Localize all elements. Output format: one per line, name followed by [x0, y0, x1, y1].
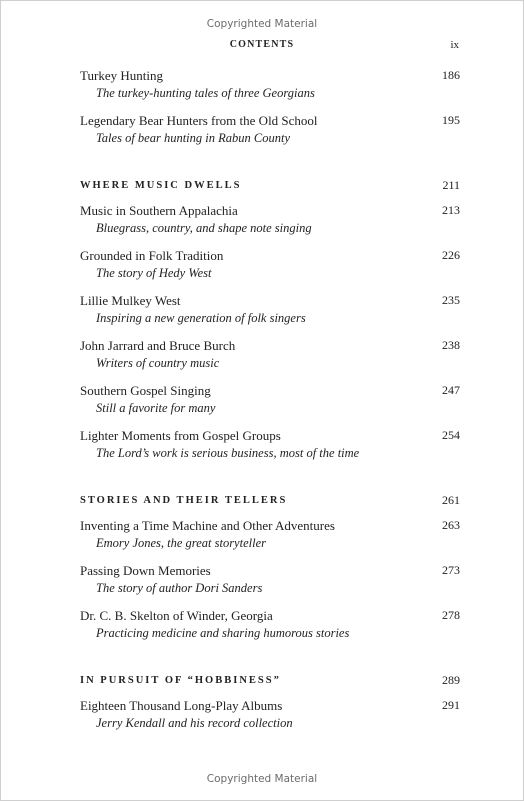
entry-page: 263 [442, 518, 460, 532]
entry-title: Inventing a Time Machine and Other Adventures [80, 518, 335, 533]
entry-subtitle: Bluegrass, country, and shape note singing [96, 221, 312, 235]
section-title: IN PURSUIT OF “HOBBINESS” [80, 675, 281, 686]
toc-section-heading [80, 672, 460, 689]
entry-title: Turkey Hunting [80, 68, 163, 83]
entry-title: Southern Gospel Singing [80, 383, 211, 398]
entry-page: 186 [442, 68, 460, 82]
running-head: CONTENTS [229, 39, 295, 50]
entry-subtitle: Writers of country music [96, 356, 220, 370]
entry-title: Grounded in Folk Tradition [80, 248, 224, 263]
entry-title: Lillie Mulkey West [80, 293, 181, 308]
entry-subtitle: Practicing medicine and sharing humorous stories [96, 626, 350, 640]
entry-title: Eighteen Thousand Long-Play Albums [80, 698, 283, 713]
entry-page: 195 [442, 113, 460, 127]
entry-title: Legendary Bear Hunters from the Old School [80, 113, 318, 128]
toc-section-heading [80, 177, 460, 194]
toc-entry [80, 247, 460, 282]
entry-page: 247 [442, 383, 460, 397]
entry-page: 273 [442, 563, 460, 577]
toc-entry [80, 67, 460, 102]
entry-subtitle: Jerry Kendall and his record collection [96, 716, 293, 730]
toc-entry [80, 112, 460, 147]
entry-subtitle: The story of Hedy West [96, 266, 212, 280]
toc-entry [80, 427, 460, 462]
entry-title: Passing Down Memories [80, 563, 211, 578]
section-title: WHERE MUSIC DWELLS [80, 180, 242, 191]
entry-subtitle: Tales of bear hunting in Rabun County [96, 131, 290, 145]
entry-page: 213 [442, 203, 460, 217]
toc-entry [80, 697, 460, 732]
entry-title: Music in Southern Appalachia [80, 203, 238, 218]
toc-entry [80, 337, 460, 372]
entry-title: John Jarrard and Bruce Burch [80, 338, 236, 353]
toc-entry [80, 202, 460, 237]
page-number: ix [450, 39, 459, 51]
section-page: 289 [442, 673, 460, 687]
section-page: 211 [442, 178, 460, 192]
entry-page: 226 [442, 248, 460, 262]
entry-page: 278 [442, 608, 460, 622]
toc-entry [80, 607, 460, 642]
entry-page: 291 [442, 698, 460, 712]
entry-page: 254 [442, 428, 460, 442]
toc-entry [80, 382, 460, 417]
toc-section-heading [80, 492, 460, 509]
copyright-watermark-top: Copyrighted Material [206, 18, 318, 30]
entry-subtitle: Still a favorite for many [96, 401, 216, 415]
toc-entry [80, 292, 460, 327]
entry-subtitle: The story of author Dori Sanders [96, 581, 263, 595]
entry-title: Dr. C. B. Skelton of Winder, Georgia [80, 608, 273, 623]
entry-page: 238 [442, 338, 460, 352]
entry-subtitle: The turkey-hunting tales of three Georgians [96, 86, 315, 100]
section-page: 261 [442, 493, 460, 507]
entry-subtitle: The Lord’s work is serious business, most of the time [96, 446, 360, 460]
section-title: STORIES AND THEIR TELLERS [80, 495, 288, 506]
toc-entry [80, 562, 460, 597]
entry-title: Lighter Moments from Gospel Groups [80, 428, 281, 443]
entry-subtitle: Inspiring a new generation of folk singers [96, 311, 306, 325]
toc-entry [80, 517, 460, 552]
entry-subtitle: Emory Jones, the great storyteller [96, 536, 266, 550]
copyright-watermark-bottom: Copyrighted Material [206, 773, 318, 785]
entry-page: 235 [442, 293, 460, 307]
